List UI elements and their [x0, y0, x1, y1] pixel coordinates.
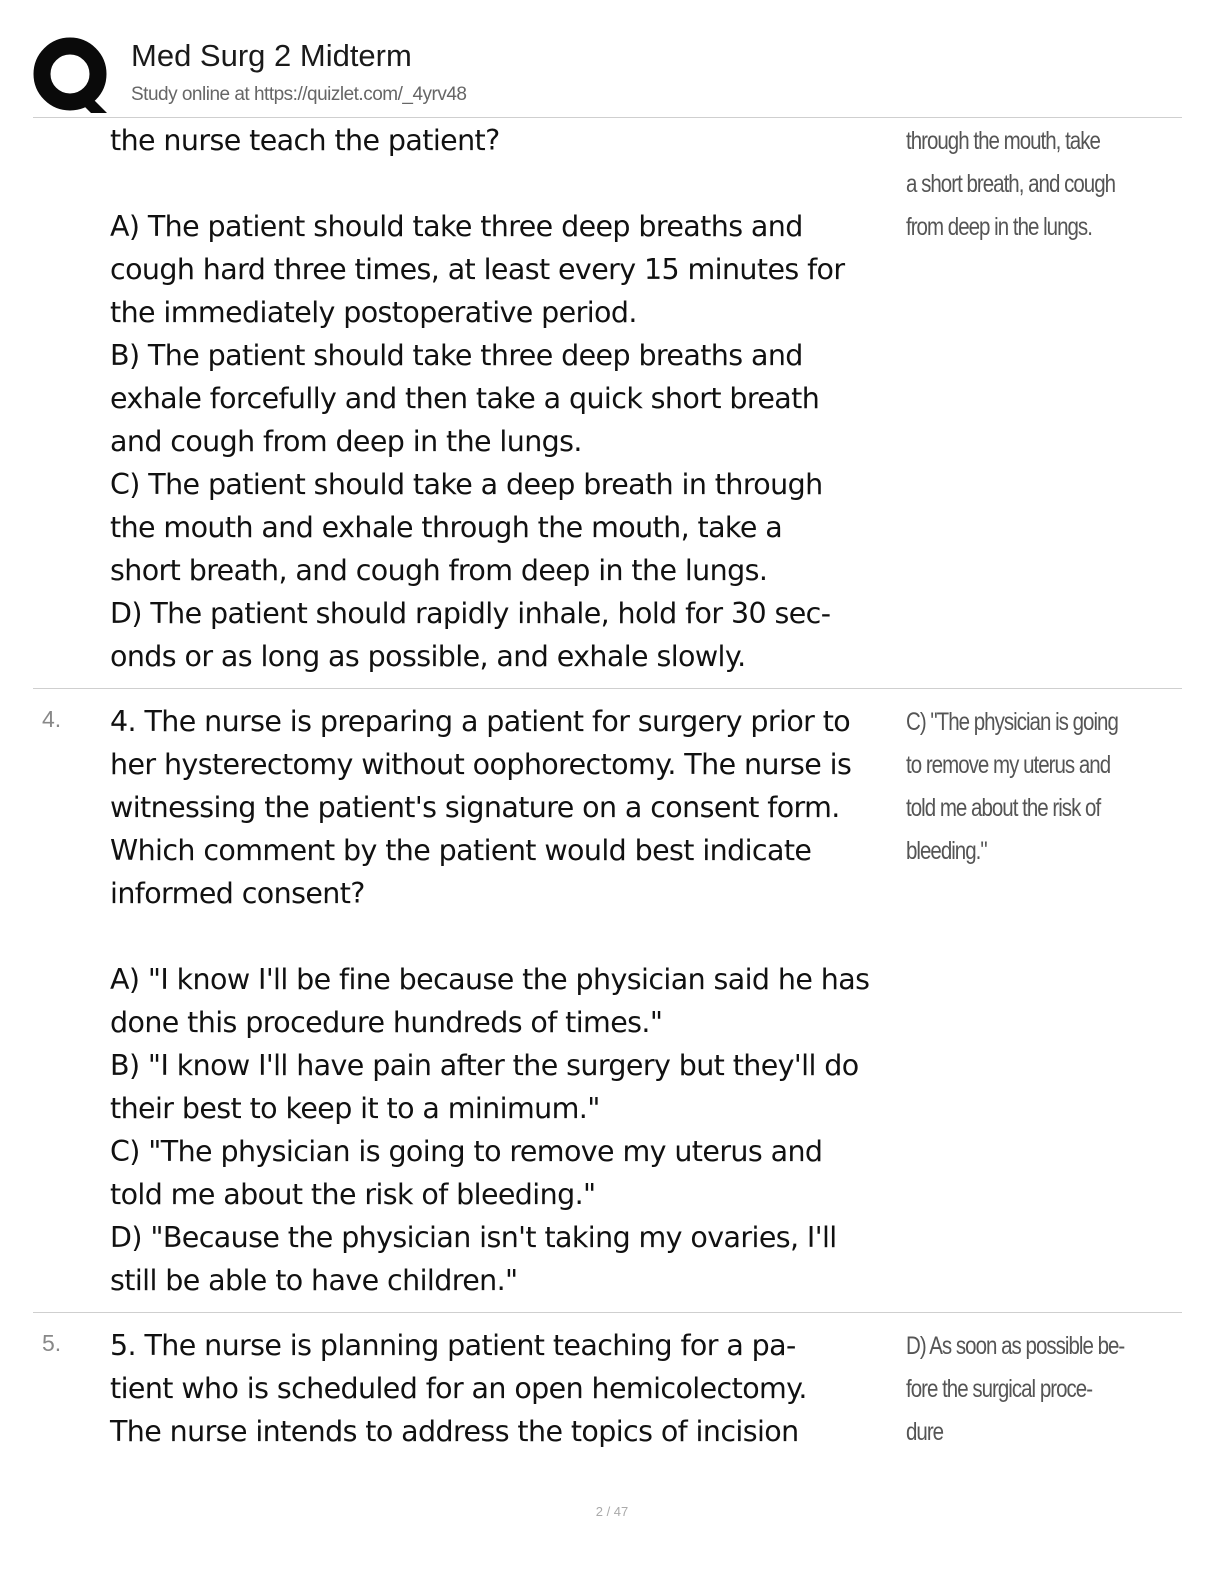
- answer-line: told me about the risk of: [906, 794, 1101, 822]
- answer-line: through the mouth, take: [906, 127, 1100, 155]
- question-line: D) "Because the physician isn't taking my ovaries, I'll: [110, 1221, 837, 1254]
- page-number: 2 / 47: [595, 1504, 629, 1519]
- divider: [33, 688, 1182, 689]
- question-text: [110, 119, 910, 678]
- answer-line: fore the surgical proce-: [906, 1375, 1093, 1403]
- question-line: C) The patient should take a deep breath in through: [110, 468, 823, 501]
- question-line: exhale forcefully and then take a quick short breath: [110, 382, 820, 415]
- question-line: B) The patient should take three deep breaths and: [110, 339, 803, 372]
- answer-text: [906, 120, 1127, 249]
- answer-line: dure: [906, 1418, 944, 1446]
- question-line: C) "The physician is going to remove my uterus and: [110, 1135, 823, 1168]
- answer-line: a short breath, and cough: [906, 170, 1116, 198]
- question-line: the immediately postoperative period.: [110, 296, 637, 329]
- answer-line: from deep in the lungs.: [906, 213, 1092, 241]
- divider: [33, 117, 1182, 118]
- question-line: witnessing the patient's signature on a consent form.: [110, 791, 840, 824]
- question-line: her hysterectomy without oophorectomy. The nurse is: [110, 748, 852, 781]
- question-line: the mouth and exhale through the mouth, take a: [110, 511, 783, 544]
- question-line: 5. The nurse is planning patient teaching for a pa-: [110, 1329, 796, 1362]
- question-text: [110, 1324, 910, 1453]
- question-line: 4. The nurse is preparing a patient for surgery prior to: [110, 705, 851, 738]
- answer-line: bleeding.": [906, 837, 987, 865]
- card-number: 5.: [42, 1330, 62, 1356]
- question-line: told me about the risk of bleeding.": [110, 1178, 596, 1211]
- question-line: cough hard three times, at least every 15 minutes for: [110, 253, 845, 286]
- question-line: short breath, and cough from deep in the lungs.: [110, 554, 768, 587]
- question-text: [110, 700, 910, 1302]
- question-line: informed consent?: [110, 877, 365, 910]
- answer-line: to remove my uterus and: [906, 751, 1111, 779]
- question-line: and cough from deep in the lungs.: [110, 425, 582, 458]
- question-line: their best to keep it to a minimum.": [110, 1092, 600, 1125]
- question-line: A) The patient should take three deep breaths and: [110, 210, 803, 243]
- question-line: [110, 162, 910, 205]
- question-line: the nurse teach the patient?: [110, 124, 500, 157]
- study-online-link[interactable]: Study online at https://quizlet.com/_4yrv48: [131, 84, 467, 105]
- question-line: done this procedure hundreds of times.": [110, 1006, 663, 1039]
- question-line: A) "I know I'll be fine because the physician said he has: [110, 963, 870, 996]
- question-line: The nurse intends to address the topics of incision: [110, 1415, 799, 1448]
- question-line: onds or as long as possible, and exhale slowly.: [110, 640, 746, 673]
- page-header: [0, 0, 1224, 118]
- quizlet-logo-icon: [33, 36, 111, 114]
- question-line: still be able to have children.": [110, 1264, 518, 1297]
- answer-text: [906, 1325, 1127, 1454]
- answer-line: D) As soon as possible be-: [906, 1332, 1125, 1360]
- question-line: Which comment by the patient would best indicate: [110, 834, 812, 867]
- question-line: [110, 915, 910, 958]
- answer-text: [906, 701, 1127, 873]
- answer-line: C) "The physician is going: [906, 708, 1118, 736]
- question-line: B) "I know I'll have pain after the surgery but they'll do: [110, 1049, 859, 1082]
- question-line: D) The patient should rapidly inhale, hold for 30 sec-: [110, 597, 831, 630]
- card-number: 4.: [42, 706, 62, 732]
- question-line: tient who is scheduled for an open hemicolectomy.: [110, 1372, 807, 1405]
- divider: [33, 1312, 1182, 1313]
- document-title: Med Surg 2 Midterm: [131, 38, 412, 73]
